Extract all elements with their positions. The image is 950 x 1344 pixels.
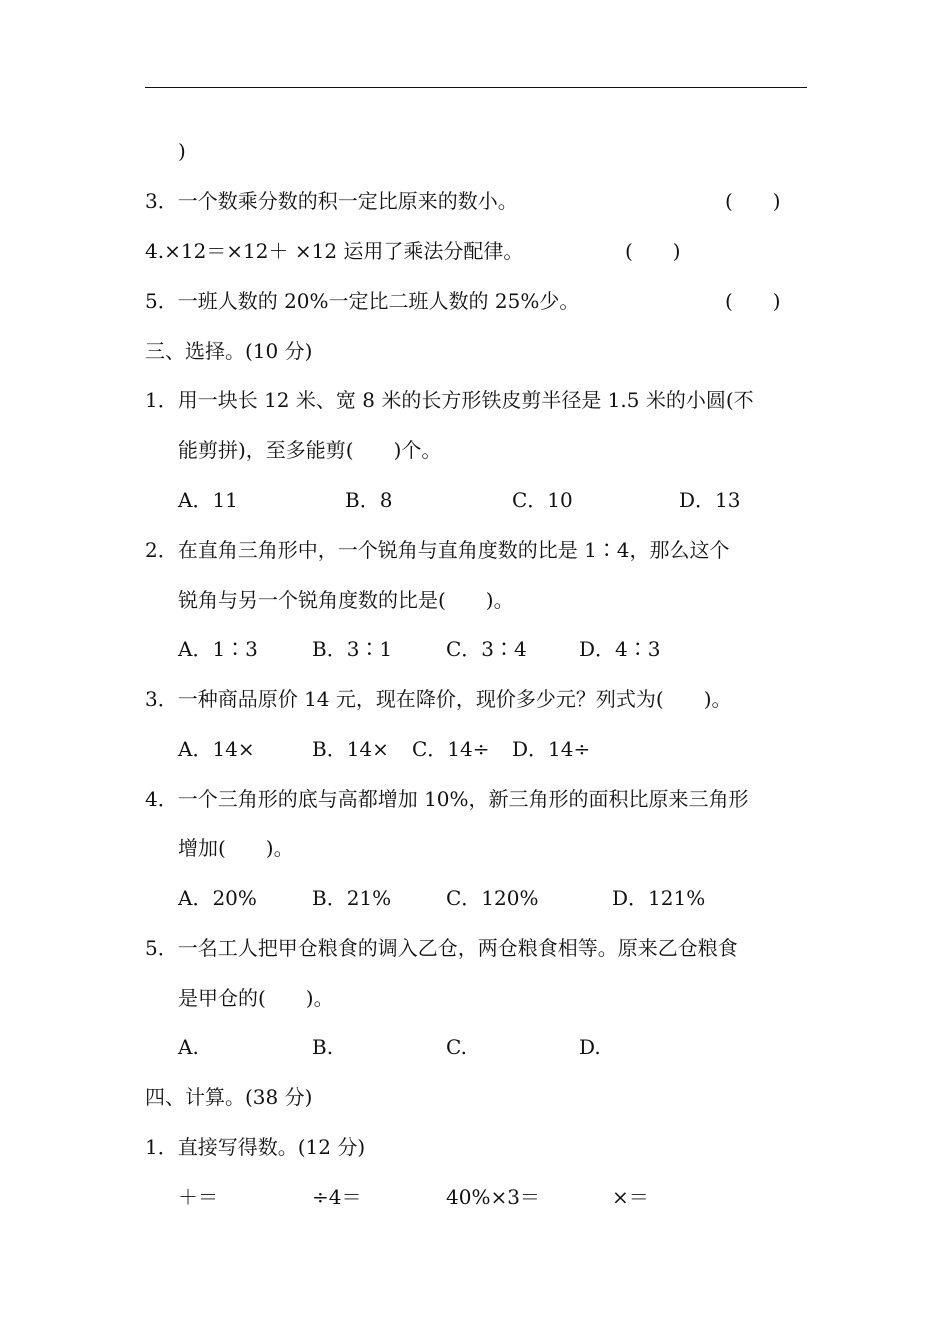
s3-q2-option-c: C．3∶4 bbox=[446, 637, 527, 661]
s3-q2-line2: 锐角与另一个锐角度数的比是( )。 bbox=[178, 588, 514, 612]
s3-q4-line2: 增加( )。 bbox=[178, 836, 294, 860]
s3-q4-line1: 4．一个三角形的底与高都增加 10%，新三角形的面积比原来三角形 bbox=[145, 787, 749, 811]
s3-q3-option-a: A．14× bbox=[178, 737, 255, 761]
s3-q5-option-d: D. bbox=[579, 1035, 601, 1059]
s3-q3-option-b: B．14× bbox=[312, 737, 389, 761]
s3-q2-line1: 2．在直角三角形中，一个锐角与直角度数的比是 1∶4，那么这个 bbox=[145, 538, 730, 562]
judge-q5-text: 5．一班人数的 20%一定比二班人数的 25%少。 bbox=[145, 289, 580, 313]
s3-q4-option-c: C．120% bbox=[446, 886, 539, 910]
judge-q4-text: 4.×12＝×12＋ ×12 运用了乘法分配律。 bbox=[145, 239, 524, 263]
s4-q1-title: 1．直接写得数。(12 分) bbox=[145, 1135, 366, 1159]
s3-q5-option-a: A. bbox=[178, 1035, 199, 1059]
s3-q1-option-a: A．11 bbox=[178, 488, 238, 512]
section4-title: 四、计算。(38 分) bbox=[145, 1085, 313, 1109]
s3-q2-option-a: A．1∶3 bbox=[178, 637, 258, 661]
s3-q5-option-b: B. bbox=[312, 1035, 334, 1059]
section3-title: 三、选择。(10 分) bbox=[145, 339, 313, 363]
judge-q3-answer-paren: ( ) bbox=[725, 189, 781, 213]
judge-q4-answer-paren: ( ) bbox=[625, 239, 681, 263]
s3-q5-option-c: C. bbox=[446, 1035, 467, 1059]
s3-q1-line2: 能剪拼)，至多能剪( )个。 bbox=[178, 438, 442, 462]
s3-q1-option-b: B．8 bbox=[345, 488, 393, 512]
s3-q2-option-b: B．3∶1 bbox=[312, 637, 393, 661]
s3-q3-option-d: D．14÷ bbox=[512, 737, 591, 761]
s3-q4-option-b: B．21% bbox=[312, 886, 392, 910]
header-rule bbox=[145, 87, 807, 88]
s3-q5-line1: 5．一名工人把甲仓粮食的调入乙仓，两仓粮食相等。原来乙仓粮食 bbox=[145, 936, 738, 960]
continued-paren: ) bbox=[178, 139, 186, 163]
judge-q5-answer-paren: ( ) bbox=[725, 289, 781, 313]
s4-q1-item-1: ＋＝ bbox=[178, 1185, 218, 1209]
s3-q2-option-d: D．4∶3 bbox=[579, 637, 661, 661]
s3-q1-line1: 1．用一块长 12 米、宽 8 米的长方形铁皮剪半径是 1.5 米的小圆(不 bbox=[145, 388, 754, 412]
s3-q1-option-d: D．13 bbox=[679, 488, 741, 512]
s3-q1-option-c: C．10 bbox=[512, 488, 573, 512]
s3-q4-option-a: A．20% bbox=[178, 886, 257, 910]
s3-q4-option-d: D．121% bbox=[612, 886, 706, 910]
s3-q3-option-c: C．14÷ bbox=[412, 737, 490, 761]
judge-q3-text: 3．一个数乘分数的积一定比原来的数小。 bbox=[145, 189, 518, 213]
s4-q1-item-2: ÷4＝ bbox=[312, 1185, 362, 1209]
s4-q1-item-3: 40%×3＝ bbox=[446, 1185, 540, 1209]
s4-q1-item-4: ×＝ bbox=[612, 1185, 649, 1209]
s3-q5-line2: 是甲仓的( )。 bbox=[178, 986, 334, 1010]
s3-q3-line1: 3．一种商品原价 14 元，现在降价，现价多少元？列式为( )。 bbox=[145, 687, 732, 711]
